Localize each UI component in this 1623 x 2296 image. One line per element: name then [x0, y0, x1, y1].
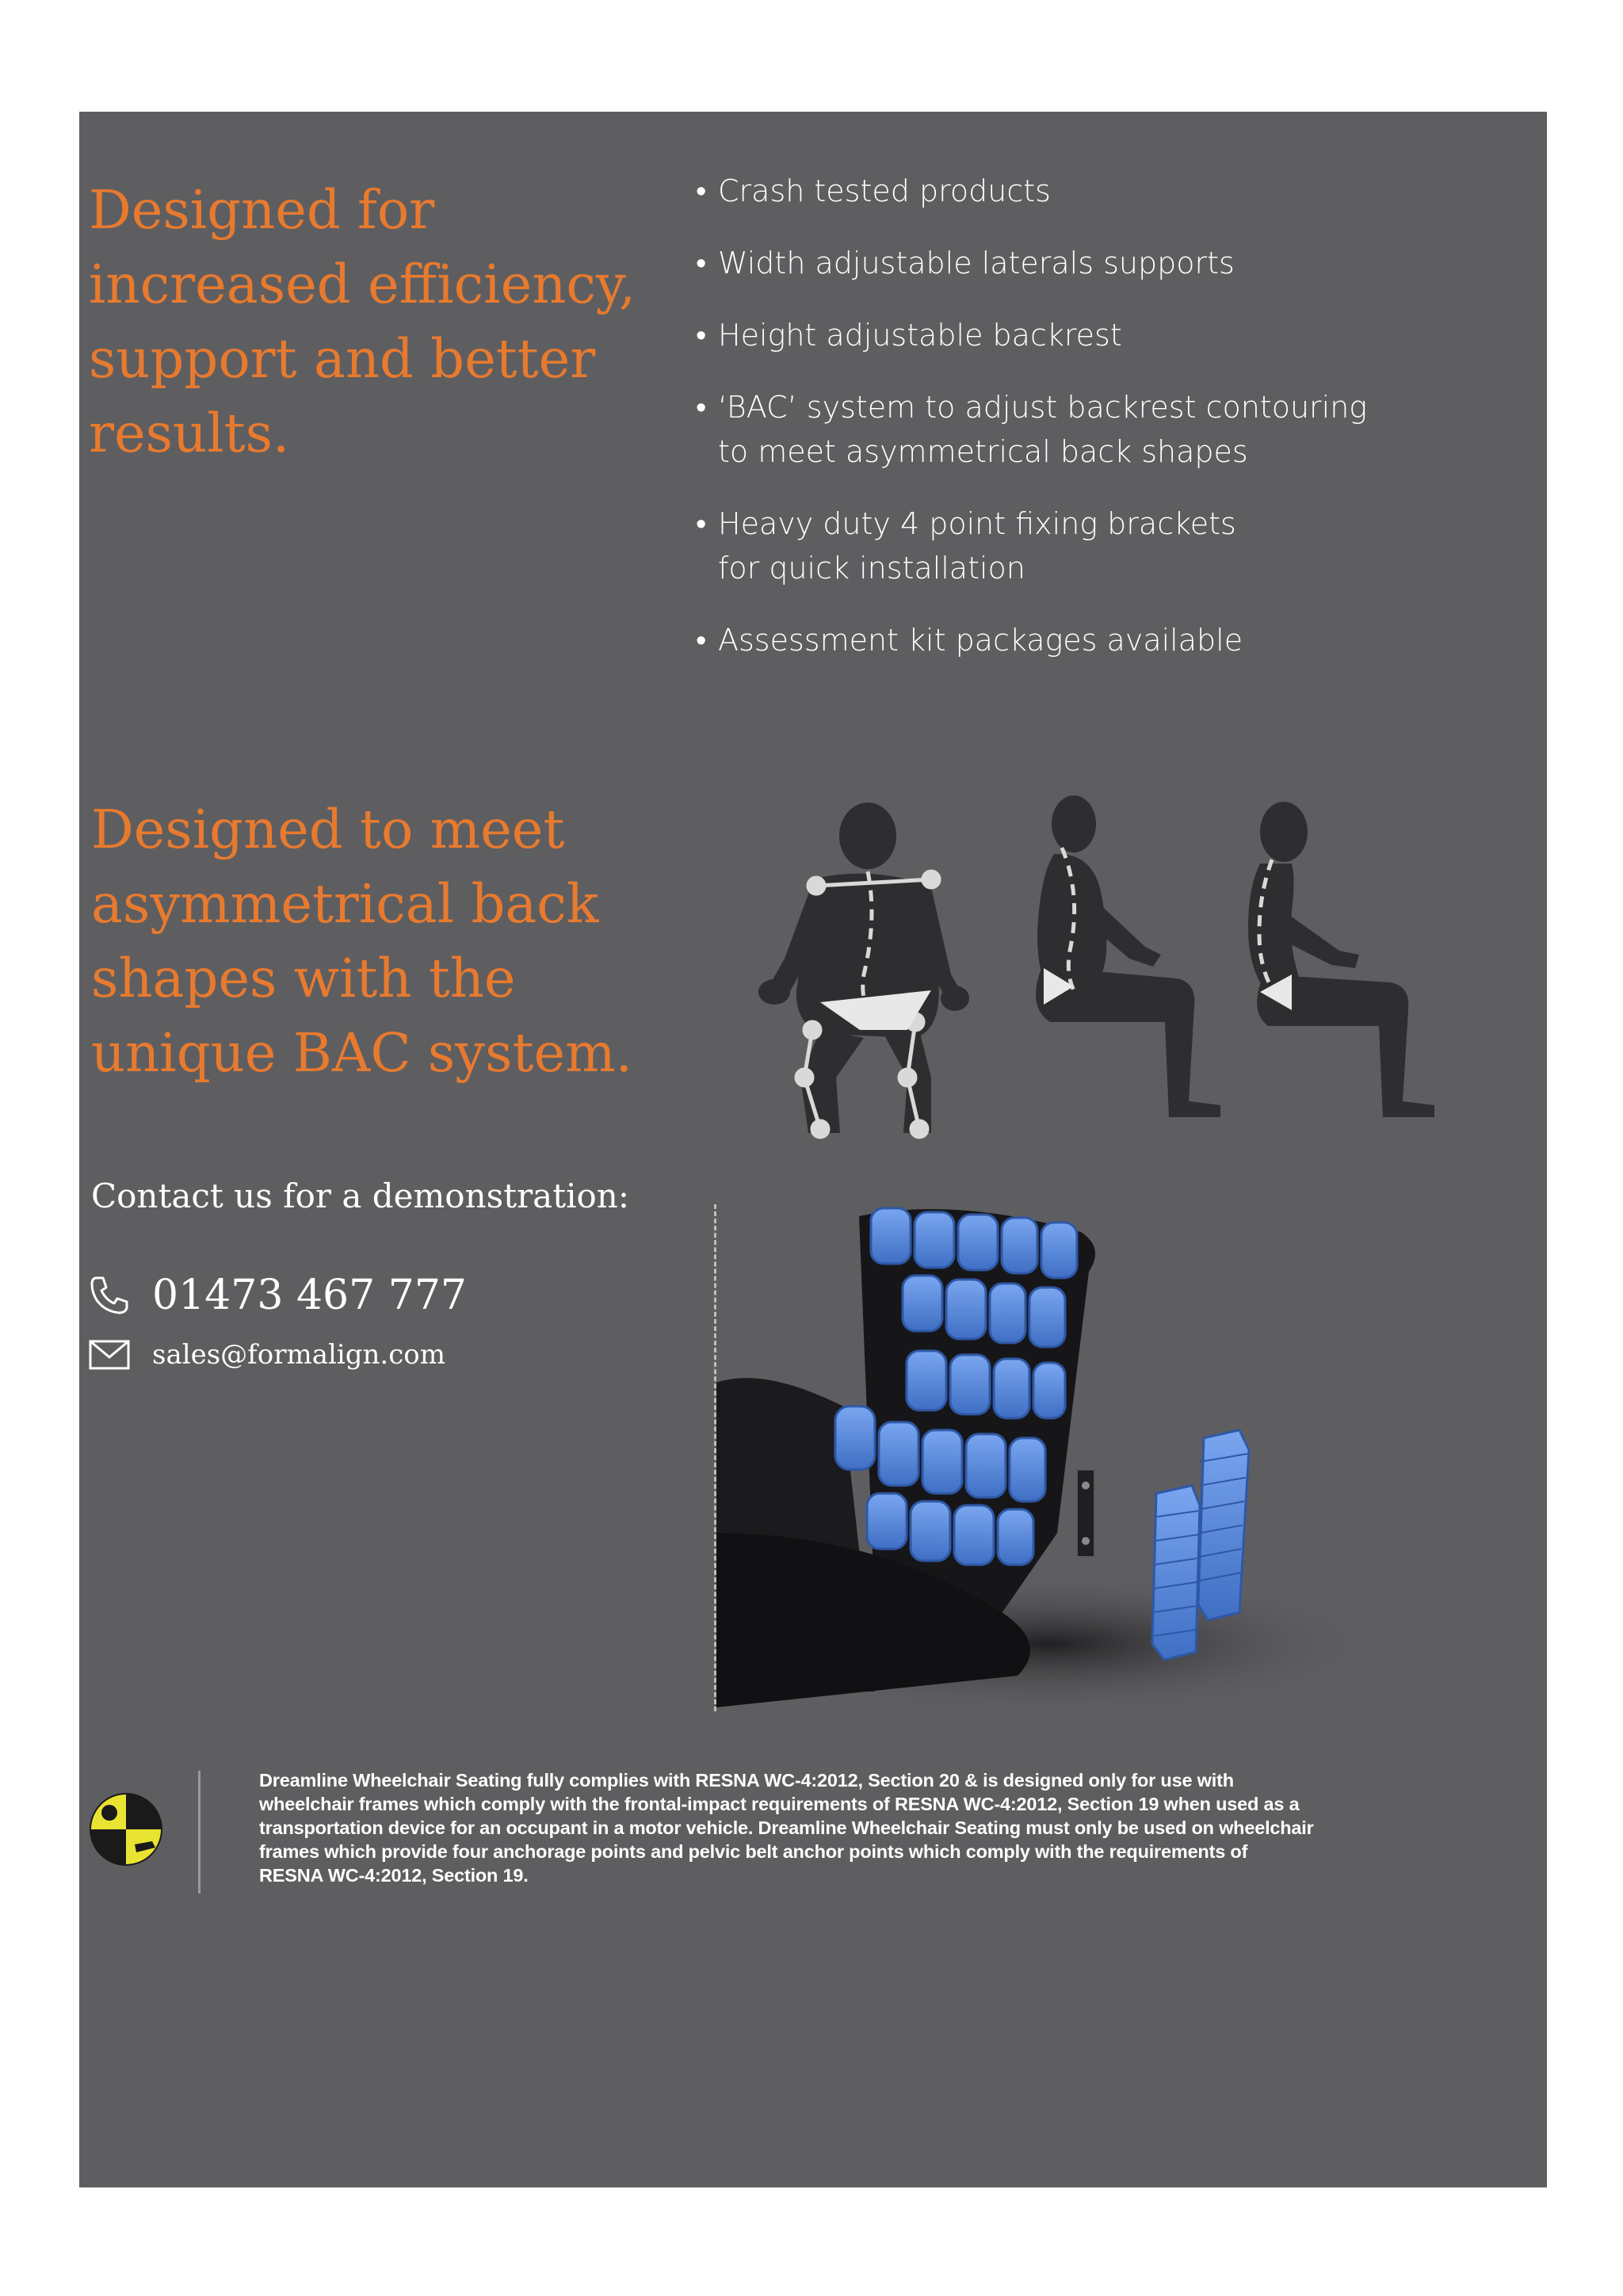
footer-divider — [198, 1771, 200, 1894]
email-row — [89, 1339, 445, 1371]
envelope-icon — [89, 1340, 130, 1370]
headline-bac-system: Designed to meet asymmetrical back shapes with the unique BAC system. — [91, 799, 632, 1084]
contact-prompt: Contact us for a demonstration: — [91, 1177, 629, 1215]
feature-list — [696, 169, 1409, 690]
headline-efficiency: Designed for increased efficiency, support and better results. — [89, 179, 636, 464]
phone-icon — [89, 1275, 130, 1316]
compliance-statement: Dreamline Wheelchair Seating fully complies with RESNA WC-4:2012, Section 20 & is designed only for use with wheelchair frames which comply with the frontal-impact requirements of RESNA WC-4:2012, Section 19 when used as a transportation device for an occupant in a motor vehicle. Dreamline Wheelchair Seating must only be used on wheelchair frames which provide four anchorage points and pelvic belt anchor points which comply with the requirements of RESNA WC-4:2012, Section 19. — [259, 1770, 1314, 1886]
side-view-figure-slumped — [1248, 802, 1434, 1117]
feature-item: • ‘BAC’ system to adjust backrest contouring to meet asymmetrical back shapes — [696, 385, 1409, 474]
posture-figures-illustration — [701, 792, 1438, 1141]
feature-item: • Width adjustable laterals supports — [696, 241, 1409, 285]
email-address-link[interactable]: sales@formalign.com — [152, 1339, 445, 1371]
side-view-figure-upright — [1036, 795, 1220, 1117]
phone-number-link[interactable]: 01473 467 777 — [152, 1272, 467, 1319]
feature-item: • Heavy duty 4 point fixing brackets for quick installation — [696, 502, 1409, 590]
cushion-backrest-image — [716, 1200, 1430, 1715]
feature-item: • Height adjustable backrest — [696, 313, 1409, 357]
feature-item: • Assessment kit packages available — [696, 618, 1409, 662]
phone-row — [89, 1272, 467, 1319]
feature-item: • Crash tested products — [696, 169, 1409, 213]
crash-test-badge-icon — [89, 1792, 163, 1867]
